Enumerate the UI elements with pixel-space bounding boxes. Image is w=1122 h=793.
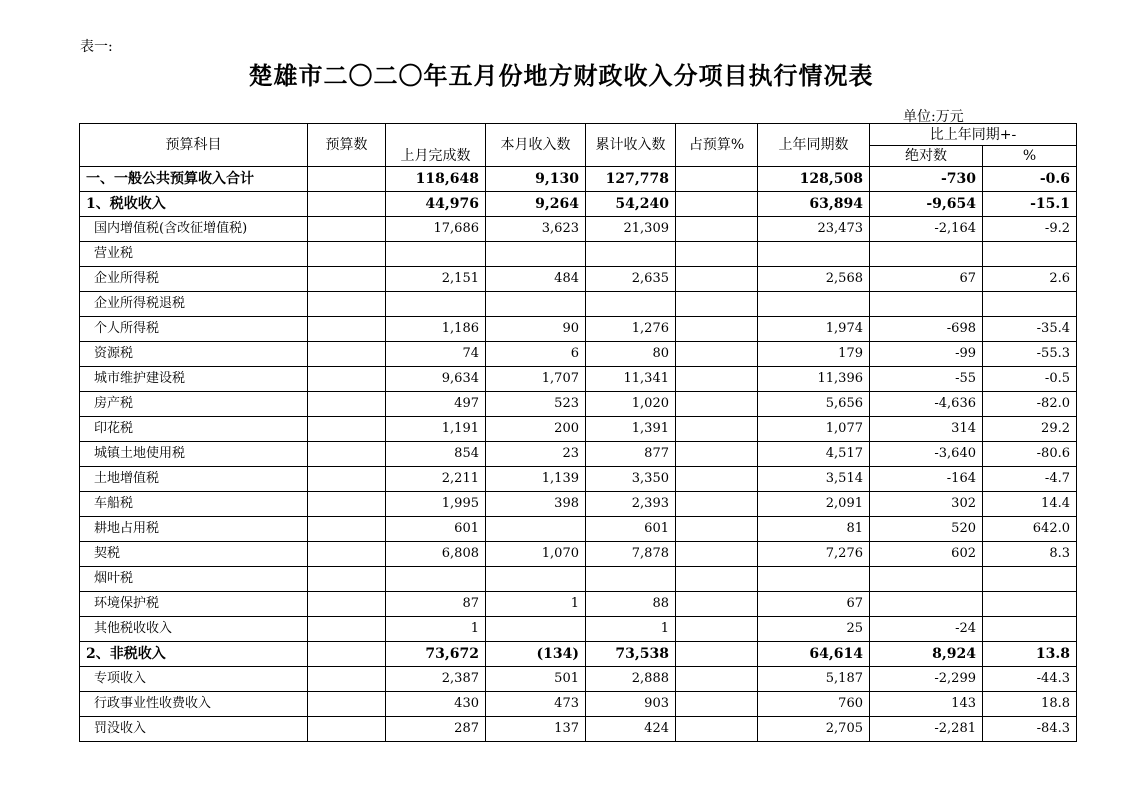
last-year-cell: 11,396: [758, 367, 870, 392]
this-month-cell: 1,139: [486, 467, 586, 492]
budget-cell: [308, 442, 386, 467]
pct-cell: 14.4: [983, 492, 1077, 517]
header-pct: %: [983, 146, 1077, 167]
last-month-cell: [386, 567, 486, 592]
pct-cell: -35.4: [983, 317, 1077, 342]
abs-cell: -24: [870, 617, 983, 642]
last-year-cell: [758, 567, 870, 592]
table-row: [80, 467, 1077, 492]
pct-budget-cell: [676, 242, 758, 267]
table-row: [80, 367, 1077, 392]
budget-cell: [308, 517, 386, 542]
this-month-cell: 1,707: [486, 367, 586, 392]
abs-cell: -4,636: [870, 392, 983, 417]
last-year-cell: 179: [758, 342, 870, 367]
table-row: [80, 542, 1077, 567]
row-name: 环境保护税: [80, 592, 308, 617]
cumulative-cell: 903: [586, 692, 676, 717]
pct-budget-cell: [676, 367, 758, 392]
last-month-cell: 73,672: [386, 642, 486, 667]
abs-cell: -55: [870, 367, 983, 392]
row-name: 国内增值税(含改征增值税): [80, 217, 308, 242]
last-year-cell: 64,614: [758, 642, 870, 667]
header-pct-budget: 占预算%: [676, 124, 758, 167]
cumulative-cell: [586, 292, 676, 317]
this-month-cell: [486, 617, 586, 642]
last-month-cell: 1: [386, 617, 486, 642]
budget-cell: [308, 242, 386, 267]
unit-label: 单位:万元: [903, 109, 964, 125]
pct-cell: -15.1: [983, 192, 1077, 217]
pct-cell: 13.8: [983, 642, 1077, 667]
table-label: 表一:: [80, 39, 113, 55]
table-row: [80, 667, 1077, 692]
row-name: 个人所得税: [80, 317, 308, 342]
cumulative-cell: 877: [586, 442, 676, 467]
budget-cell: [308, 617, 386, 642]
pct-cell: [983, 592, 1077, 617]
pct-budget-cell: [676, 267, 758, 292]
abs-cell: 602: [870, 542, 983, 567]
table-row: [80, 342, 1077, 367]
budget-cell: [308, 717, 386, 742]
pct-budget-cell: [676, 467, 758, 492]
last-year-cell: 760: [758, 692, 870, 717]
table-row: [80, 317, 1077, 342]
this-month-cell: 6: [486, 342, 586, 367]
last-month-cell: [386, 292, 486, 317]
this-month-cell: 23: [486, 442, 586, 467]
pct-cell: 29.2: [983, 417, 1077, 442]
last-month-cell: 6,808: [386, 542, 486, 567]
cumulative-cell: 21,309: [586, 217, 676, 242]
pct-cell: 2.6: [983, 267, 1077, 292]
header-cumulative: 累计收入数: [586, 124, 676, 167]
budget-cell: [308, 492, 386, 517]
pct-cell: -9.2: [983, 217, 1077, 242]
last-year-cell: 2,705: [758, 717, 870, 742]
row-name: 一、一般公共预算收入合计: [80, 167, 308, 192]
table-row: [80, 692, 1077, 717]
table-body: [80, 167, 1077, 742]
last-month-cell: 118,648: [386, 167, 486, 192]
row-name: 专项收入: [80, 667, 308, 692]
cumulative-cell: 11,341: [586, 367, 676, 392]
cumulative-cell: 2,635: [586, 267, 676, 292]
abs-cell: -2,281: [870, 717, 983, 742]
pct-cell: -55.3: [983, 342, 1077, 367]
header-this-month: 本月收入数: [486, 124, 586, 167]
abs-cell: 520: [870, 517, 983, 542]
row-name: 企业所得税: [80, 267, 308, 292]
this-month-cell: 9,130: [486, 167, 586, 192]
abs-cell: -2,299: [870, 667, 983, 692]
pct-budget-cell: [676, 167, 758, 192]
header-last-month: 上月完成数: [386, 124, 486, 167]
budget-cell: [308, 542, 386, 567]
cumulative-cell: 54,240: [586, 192, 676, 217]
abs-cell: 302: [870, 492, 983, 517]
budget-cell: [308, 192, 386, 217]
pct-cell: 18.8: [983, 692, 1077, 717]
last-year-cell: 1,974: [758, 317, 870, 342]
pct-budget-cell: [676, 567, 758, 592]
row-name: 营业税: [80, 242, 308, 267]
row-name: 城镇土地使用税: [80, 442, 308, 467]
budget-cell: [308, 292, 386, 317]
budget-cell: [308, 367, 386, 392]
revenue-table: [79, 123, 1077, 742]
this-month-cell: 9,264: [486, 192, 586, 217]
pct-cell: 642.0: [983, 517, 1077, 542]
budget-cell: [308, 167, 386, 192]
this-month-cell: [486, 567, 586, 592]
this-month-cell: [486, 292, 586, 317]
last-month-cell: 1,995: [386, 492, 486, 517]
row-name: 房产税: [80, 392, 308, 417]
abs-cell: [870, 292, 983, 317]
page-title: 楚雄市二〇二〇年五月份地方财政收入分项目执行情况表: [248, 61, 874, 90]
last-year-cell: 2,568: [758, 267, 870, 292]
budget-cell: [308, 467, 386, 492]
abs-cell: -2,164: [870, 217, 983, 242]
cumulative-cell: 1,276: [586, 317, 676, 342]
pct-cell: -4.7: [983, 467, 1077, 492]
row-name: 土地增值税: [80, 467, 308, 492]
this-month-cell: 523: [486, 392, 586, 417]
abs-cell: -9,654: [870, 192, 983, 217]
table-row: [80, 392, 1077, 417]
pct-cell: [983, 242, 1077, 267]
table-row: [80, 267, 1077, 292]
pct-cell: -80.6: [983, 442, 1077, 467]
last-year-cell: 128,508: [758, 167, 870, 192]
row-name: 企业所得税退税: [80, 292, 308, 317]
pct-budget-cell: [676, 592, 758, 617]
budget-cell: [308, 267, 386, 292]
cumulative-cell: 2,888: [586, 667, 676, 692]
this-month-cell: (134): [486, 642, 586, 667]
pct-budget-cell: [676, 667, 758, 692]
last-month-cell: [386, 242, 486, 267]
budget-cell: [308, 417, 386, 442]
abs-cell: 67: [870, 267, 983, 292]
pct-budget-cell: [676, 292, 758, 317]
pct-cell: [983, 567, 1077, 592]
last-year-cell: 81: [758, 517, 870, 542]
last-month-cell: 430: [386, 692, 486, 717]
cumulative-cell: 424: [586, 717, 676, 742]
pct-budget-cell: [676, 217, 758, 242]
abs-cell: -698: [870, 317, 983, 342]
pct-cell: -44.3: [983, 667, 1077, 692]
this-month-cell: 1,070: [486, 542, 586, 567]
this-month-cell: 137: [486, 717, 586, 742]
pct-budget-cell: [676, 492, 758, 517]
budget-cell: [308, 392, 386, 417]
last-month-cell: 497: [386, 392, 486, 417]
pct-budget-cell: [676, 517, 758, 542]
table-row: [80, 492, 1077, 517]
cumulative-cell: 2,393: [586, 492, 676, 517]
last-year-cell: 25: [758, 617, 870, 642]
abs-cell: [870, 567, 983, 592]
this-month-cell: 398: [486, 492, 586, 517]
last-year-cell: 23,473: [758, 217, 870, 242]
pct-budget-cell: [676, 717, 758, 742]
header-budget: 预算数: [308, 124, 386, 167]
table-row: [80, 442, 1077, 467]
this-month-cell: 3,623: [486, 217, 586, 242]
last-year-cell: 7,276: [758, 542, 870, 567]
cumulative-cell: 3,350: [586, 467, 676, 492]
abs-cell: [870, 592, 983, 617]
this-month-cell: [486, 242, 586, 267]
pct-budget-cell: [676, 392, 758, 417]
cumulative-cell: 127,778: [586, 167, 676, 192]
budget-cell: [308, 642, 386, 667]
last-month-cell: 9,634: [386, 367, 486, 392]
pct-cell: -82.0: [983, 392, 1077, 417]
this-month-cell: 90: [486, 317, 586, 342]
row-name: 其他税收收入: [80, 617, 308, 642]
table-row: [80, 417, 1077, 442]
pct-budget-cell: [676, 642, 758, 667]
pct-cell: 8.3: [983, 542, 1077, 567]
abs-cell: -99: [870, 342, 983, 367]
header-abs: 绝对数: [870, 146, 983, 167]
pct-cell: -0.6: [983, 167, 1077, 192]
this-month-cell: 501: [486, 667, 586, 692]
cumulative-cell: 80: [586, 342, 676, 367]
last-month-cell: 601: [386, 517, 486, 542]
row-name: 2、非税收入: [80, 642, 308, 667]
last-month-cell: 2,211: [386, 467, 486, 492]
last-month-cell: 2,151: [386, 267, 486, 292]
this-month-cell: [486, 517, 586, 542]
last-month-cell: 17,686: [386, 217, 486, 242]
pct-budget-cell: [676, 617, 758, 642]
table-row: [80, 192, 1077, 217]
last-year-cell: 67: [758, 592, 870, 617]
last-month-cell: 2,387: [386, 667, 486, 692]
abs-cell: [870, 242, 983, 267]
header-last-year: 上年同期数: [758, 124, 870, 167]
budget-cell: [308, 567, 386, 592]
table-row: [80, 592, 1077, 617]
table-row: [80, 167, 1077, 192]
cumulative-cell: 73,538: [586, 642, 676, 667]
row-name: 耕地占用税: [80, 517, 308, 542]
row-name: 罚没收入: [80, 717, 308, 742]
row-name: 印花税: [80, 417, 308, 442]
budget-cell: [308, 692, 386, 717]
last-month-cell: 854: [386, 442, 486, 467]
last-year-cell: 63,894: [758, 192, 870, 217]
table-row: [80, 617, 1077, 642]
abs-cell: -3,640: [870, 442, 983, 467]
cumulative-cell: 88: [586, 592, 676, 617]
cumulative-cell: 1,020: [586, 392, 676, 417]
header-compare: 比上年同期+-: [870, 124, 1077, 146]
table-row: [80, 717, 1077, 742]
row-name: 1、税收收入: [80, 192, 308, 217]
pct-cell: -84.3: [983, 717, 1077, 742]
row-name: 城市维护建设税: [80, 367, 308, 392]
pct-cell: [983, 617, 1077, 642]
table-row: [80, 242, 1077, 267]
pct-cell: [983, 292, 1077, 317]
table-row: [80, 292, 1077, 317]
abs-cell: -164: [870, 467, 983, 492]
row-name: 烟叶税: [80, 567, 308, 592]
last-year-cell: 1,077: [758, 417, 870, 442]
row-name: 契税: [80, 542, 308, 567]
cumulative-cell: 1: [586, 617, 676, 642]
pct-cell: -0.5: [983, 367, 1077, 392]
last-year-cell: [758, 242, 870, 267]
this-month-cell: 200: [486, 417, 586, 442]
this-month-cell: 484: [486, 267, 586, 292]
abs-cell: 314: [870, 417, 983, 442]
abs-cell: 143: [870, 692, 983, 717]
pct-budget-cell: [676, 317, 758, 342]
pct-budget-cell: [676, 342, 758, 367]
cumulative-cell: 601: [586, 517, 676, 542]
abs-cell: -730: [870, 167, 983, 192]
last-year-cell: 2,091: [758, 492, 870, 517]
budget-cell: [308, 217, 386, 242]
cumulative-cell: 1,391: [586, 417, 676, 442]
cumulative-cell: 7,878: [586, 542, 676, 567]
last-month-cell: 1,186: [386, 317, 486, 342]
this-month-cell: 473: [486, 692, 586, 717]
budget-cell: [308, 317, 386, 342]
row-name: 行政事业性收费收入: [80, 692, 308, 717]
header-item: 预算科目: [80, 124, 308, 167]
budget-cell: [308, 342, 386, 367]
table-row: [80, 217, 1077, 242]
pct-budget-cell: [676, 192, 758, 217]
row-name: 资源税: [80, 342, 308, 367]
cumulative-cell: [586, 567, 676, 592]
row-name: 车船税: [80, 492, 308, 517]
table-row: [80, 517, 1077, 542]
last-year-cell: [758, 292, 870, 317]
this-month-cell: 1: [486, 592, 586, 617]
table-row: [80, 567, 1077, 592]
pct-budget-cell: [676, 442, 758, 467]
last-month-cell: 74: [386, 342, 486, 367]
last-year-cell: 3,514: [758, 467, 870, 492]
abs-cell: 8,924: [870, 642, 983, 667]
last-year-cell: 5,656: [758, 392, 870, 417]
cumulative-cell: [586, 242, 676, 267]
table-row: [80, 642, 1077, 667]
pct-budget-cell: [676, 692, 758, 717]
budget-cell: [308, 592, 386, 617]
budget-cell: [308, 667, 386, 692]
last-month-cell: 87: [386, 592, 486, 617]
last-year-cell: 4,517: [758, 442, 870, 467]
last-year-cell: 5,187: [758, 667, 870, 692]
last-month-cell: 287: [386, 717, 486, 742]
last-month-cell: 1,191: [386, 417, 486, 442]
pct-budget-cell: [676, 542, 758, 567]
last-month-cell: 44,976: [386, 192, 486, 217]
pct-budget-cell: [676, 417, 758, 442]
